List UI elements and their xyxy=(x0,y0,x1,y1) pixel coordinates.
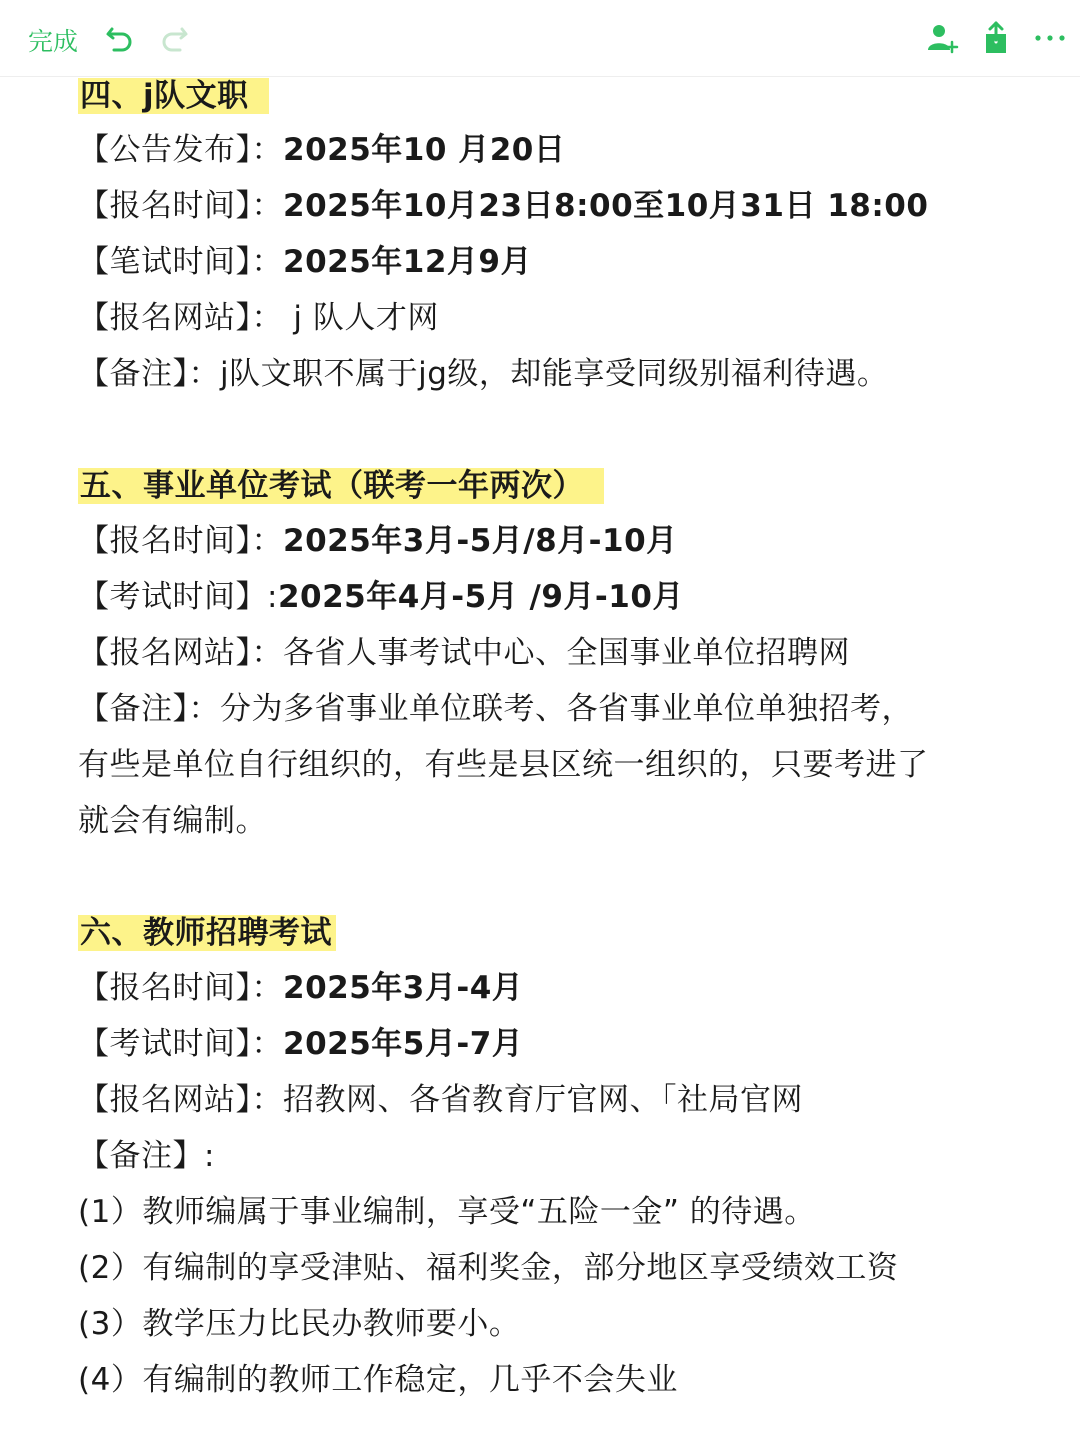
written-row: 【笔试时间】：2025年12月9月 xyxy=(78,244,532,280)
editor-toolbar xyxy=(0,0,1080,77)
note-row-5-cont-2: 就会有编制。 xyxy=(78,803,267,839)
redo-icon[interactable] xyxy=(156,20,192,56)
add-user-icon[interactable] xyxy=(924,20,960,56)
note-row-6: 【备注】: xyxy=(78,1138,215,1174)
section-heading-4: 四、j队文职 xyxy=(78,76,269,116)
list-item: (3）教学压力比民办教师要小。 xyxy=(78,1306,521,1342)
note-row-4: 【备注】：j队文职不属于jg级，却能享受同级别福利待遇。 xyxy=(78,356,889,392)
site-row-6: 【报名网站】：招教网、各省教育厅官网、「社局官网 xyxy=(78,1082,803,1118)
section-heading-6: 六、教师招聘考试 xyxy=(78,913,336,953)
announce-row: 【公告发布】：2025年10 月20日 xyxy=(78,132,566,168)
undo-icon[interactable] xyxy=(102,20,138,56)
site-row-5: 【报名网站】：各省人事考试中心、全国事业单位招聘网 xyxy=(78,635,850,671)
note-row-5: 【备注】：分为多省事业单位联考、各省事业单位单独招考， xyxy=(78,691,913,727)
more-icon[interactable] xyxy=(1032,20,1068,56)
share-icon[interactable] xyxy=(978,20,1014,56)
section-heading-5: 五、事业单位考试（联考一年两次） xyxy=(78,466,604,506)
register-row-4: 【报名时间】：2025年10月23日8:00至10月31日 18:00 xyxy=(78,188,929,224)
list-item: (1）教师编属于事业编制，享受“五险一金” 的待遇。 xyxy=(78,1194,816,1230)
exam-row-6: 【考试时间】：2025年5月-7月 xyxy=(78,1026,524,1062)
register-row-5: 【报名时间】：2025年3月-5月/8月-10月 xyxy=(78,523,678,559)
done-button[interactable]: 完成 xyxy=(28,27,79,56)
register-row-6: 【报名时间】：2025年3月-4月 xyxy=(78,970,524,1006)
exam-row-5: 【考试时间】:2025年4月-5月 /9月-10月 xyxy=(78,579,684,615)
note-body[interactable] xyxy=(0,76,1080,1440)
note-row-5-cont-1: 有些是单位自行组织的，有些是县区统一组织的，只要考进了 xyxy=(78,747,929,783)
site-row-4: 【报名网站】： j 队人才网 xyxy=(78,300,439,336)
list-item: (4）有编制的教师工作稳定，几乎不会失业 xyxy=(78,1362,678,1398)
list-item: (2）有编制的享受津贴、福利奖金，部分地区享受绩效工资 xyxy=(78,1250,899,1286)
